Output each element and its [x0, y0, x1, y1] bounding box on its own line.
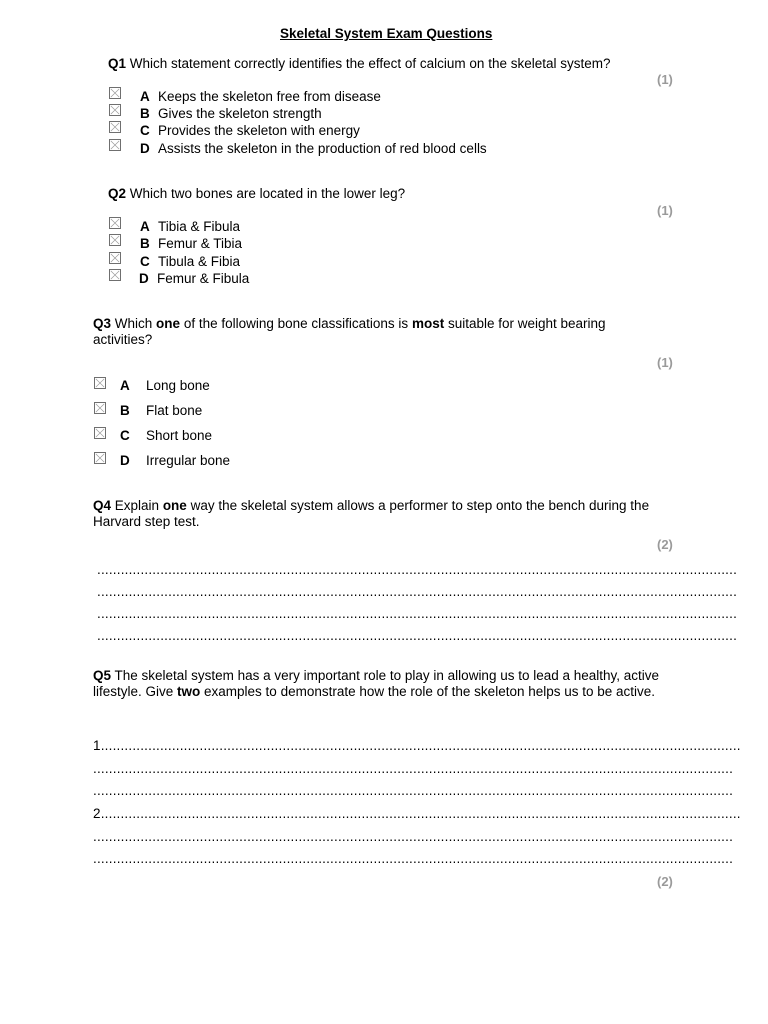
q2-option-c-letter: C — [140, 254, 150, 269]
q5-text-part: The skeletal system has a very important role to play in allowing us to lead a healthy, active lifestyle. Give — [93, 668, 660, 699]
q3-option-c-checkbox[interactable] — [94, 427, 106, 439]
q5-marks: (2) — [657, 874, 673, 889]
q5-line-number: 1 — [93, 738, 101, 753]
q2-option-c-text: Tibula & Fibia — [158, 254, 241, 269]
q2-option-d-checkbox[interactable] — [109, 269, 121, 281]
q3-question — [93, 316, 653, 347]
q3-option-d-letter: D — [120, 453, 130, 468]
q3-marks: (1) — [657, 355, 673, 370]
q2-text: Which two bones are located in the lower leg? — [129, 186, 406, 201]
q3-text-emphasis: one — [156, 316, 181, 331]
q3-text-part: Which — [114, 316, 157, 331]
q1-option-b-letter: B — [140, 106, 150, 121]
q1-option-a-text: Keeps the skeleton free from disease — [158, 89, 381, 104]
q1-option-c-checkbox[interactable] — [109, 121, 121, 133]
q1-text: Which statement correctly identifies the effect of calcium on the skeletal system? — [129, 56, 611, 71]
q2-option-a-text: Tibia & Fibula — [158, 219, 241, 234]
q5-text-part: examples to demonstrate how the role of the skeleton helps us to be active. — [200, 683, 656, 699]
q3-text-emphasis: most — [411, 316, 445, 331]
q5-number: Q5 — [93, 668, 112, 683]
q5-text-emphasis: two — [177, 683, 201, 699]
q5-answer-line-1[interactable]: 1.................................................................................................................................................................. — [93, 738, 741, 753]
q1-option-b-text: Gives the skeleton strength — [158, 106, 322, 121]
q1-marks: (1) — [657, 72, 673, 87]
q4-question — [93, 498, 668, 529]
q5-answer-line-6[interactable]: .................................................................................................................................................................. — [93, 851, 734, 866]
q2-option-b-letter: B — [140, 236, 150, 251]
q3-number: Q3 — [93, 316, 112, 331]
q2-option-b-checkbox[interactable] — [109, 234, 121, 246]
q1-option-d-letter: D — [140, 141, 150, 156]
q5-question — [93, 668, 673, 699]
q4-answer-line-4[interactable]: .................................................................................................................................................................. — [97, 628, 738, 643]
q4-answer-line-3[interactable]: .................................................................................................................................................................. — [97, 606, 738, 621]
q3-option-c-text: Short bone — [146, 428, 213, 443]
q3-option-d-checkbox[interactable] — [94, 452, 106, 464]
q1-option-c-letter: C — [140, 123, 150, 138]
q2-option-d-text: Femur & Fibula — [157, 271, 250, 286]
q3-option-a-text: Long bone — [146, 378, 210, 393]
q5-answer-line-4[interactable]: 2.................................................................................................................................................................. — [93, 806, 741, 821]
q5-answer-line-3[interactable]: .................................................................................................................................................................. — [93, 783, 734, 798]
q3-option-b-text: Flat bone — [146, 403, 203, 418]
q4-answer-line-1[interactable]: .................................................................................................................................................................. — [97, 562, 738, 577]
page-title: Skeletal System Exam Questions — [280, 26, 493, 41]
q5-answer-line-5[interactable]: .................................................................................................................................................................. — [93, 829, 734, 844]
q1-option-d-text: Assists the skeleton in the production of red blood cells — [158, 141, 487, 156]
q3-option-b-letter: B — [120, 403, 130, 418]
q1-question — [108, 56, 611, 72]
q1-option-a-letter: A — [140, 89, 150, 104]
q5-line-number: 2 — [93, 806, 101, 821]
q4-text-emphasis: one — [162, 498, 187, 513]
q1-option-c-text: Provides the skeleton with energy — [158, 123, 360, 138]
q1-option-a-checkbox[interactable] — [109, 87, 121, 99]
q4-number: Q4 — [93, 498, 112, 513]
q5-answer-line-2[interactable]: .................................................................................................................................................................. — [93, 761, 734, 776]
q3-option-c-letter: C — [120, 428, 130, 443]
q2-number: Q2 — [108, 186, 127, 201]
q2-question — [108, 186, 405, 202]
q3-option-a-checkbox[interactable] — [94, 377, 106, 389]
q2-option-c-checkbox[interactable] — [109, 252, 121, 264]
q4-marks: (2) — [657, 537, 673, 552]
q3-option-a-letter: A — [120, 378, 130, 393]
q2-option-b-text: Femur & Tibia — [158, 236, 243, 251]
q1-option-d-checkbox[interactable] — [109, 139, 121, 151]
q4-answer-line-2[interactable]: .................................................................................................................................................................. — [97, 584, 738, 599]
q4-text-part: way the skeletal system allows a performer to step onto the bench during the Harvard step test. — [93, 498, 650, 529]
q3-text-part: of the following bone classifications is — [180, 316, 412, 331]
q3-text-part: suitable for weight bearing activities? — [93, 316, 606, 347]
q4-text-part: Explain — [114, 498, 163, 513]
q2-option-d-letter: D — [139, 271, 149, 286]
q1-option-b-checkbox[interactable] — [109, 104, 121, 116]
q2-marks: (1) — [657, 203, 673, 218]
q2-option-a-checkbox[interactable] — [109, 217, 121, 229]
q3-option-b-checkbox[interactable] — [94, 402, 106, 414]
q2-option-a-letter: A — [140, 219, 150, 234]
q3-option-d-text: Irregular bone — [146, 453, 231, 468]
q1-number: Q1 — [108, 56, 127, 71]
